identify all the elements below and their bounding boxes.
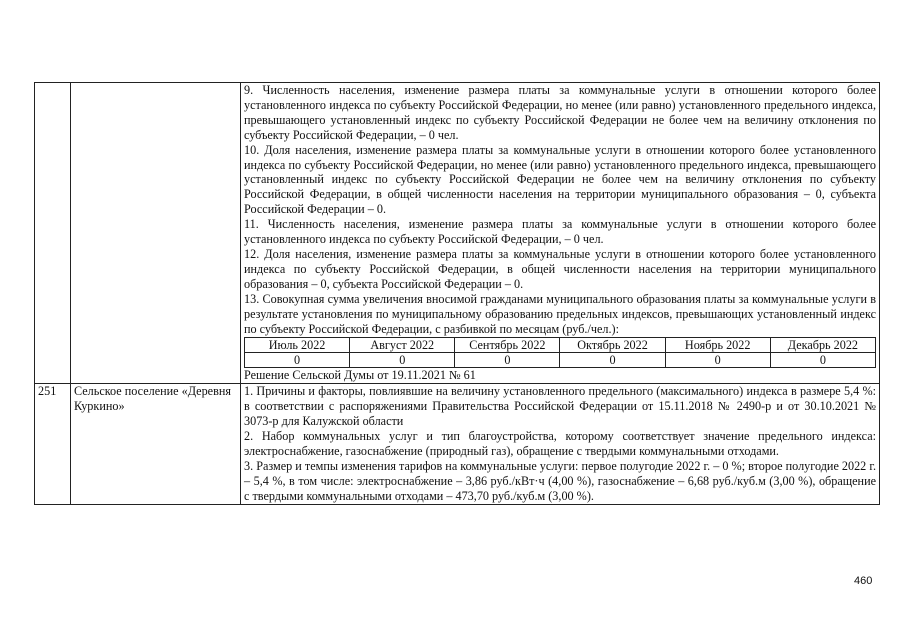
table-row	[35, 384, 880, 504]
month-value: 0	[455, 353, 560, 368]
item-2: 2. Набор коммунальных услуг и тип благоустройства, которому соответствует значение предельного индекса: электроснабжение, газоснабжение (природный газ), обращение с твердыми коммунальными отходами.	[244, 429, 876, 458]
month-value: 0	[560, 353, 665, 368]
month-header: Октябрь 2022	[560, 338, 665, 353]
month-header: Сентябрь 2022	[455, 338, 560, 353]
name-cell	[71, 83, 241, 384]
item-1: 1. Причины и факторы, повлиявшие на величину установленного предельного (максимального) индекса в размере 5,4 %: в соответствии с распоряжениями Правительства Российской Федерации от 15.11.2018 № 2490-р и от 30.10.2021 № 3073-р для Калужской области	[244, 384, 876, 429]
months-header-row	[245, 338, 876, 353]
monthly-table	[244, 337, 876, 368]
item-13: 13. Совокупная сумма увеличения вносимой гражданами муниципального образования платы за коммунальные услуги в результате установления по муниципальному образованию предельных индексов, превышающих установленный индекс по субъекту Российской Федерации, с разбивкой по месяцам (руб./чел.):	[244, 291, 876, 336]
item-3: 3. Размер и темпы изменения тарифов на коммунальные услуги: первое полугодие 2022 г. – 0 %; второе полугодие 2022 г. – 5,4 %, в том числе: электроснабжение – 3,86 руб./кВт·ч (4,00 %), газоснабжение – 6,68 руб./куб.м (3,00 %), обращение с твердыми коммунальными отходами – 473,70 руб./куб.м (3,00 %).	[244, 458, 876, 503]
table-row	[35, 83, 880, 384]
content-cell	[241, 384, 880, 504]
month-header: Ноябрь 2022	[665, 338, 770, 353]
decision-reference: Решение Сельской Думы от 19.11.2021 № 61	[244, 368, 476, 383]
month-value: 0	[770, 353, 875, 368]
month-header: Декабрь 2022	[770, 338, 875, 353]
item-12: 12. Доля населения, изменение размера платы за коммунальные услуги в отношении которого более установленного индекса по субъекту Российской Федерации, в общей численности населения на территории муниципального образования – 0, субъекта Российской Федерации – 0.	[244, 246, 876, 291]
month-header: Июль 2022	[245, 338, 350, 353]
month-value: 0	[350, 353, 455, 368]
month-header: Август 2022	[350, 338, 455, 353]
month-value: 0	[665, 353, 770, 368]
item-11: 11. Численность населения, изменение размера платы за коммунальные услуги в отношении которого более установленного индекса по субъекту Российской Федерации, – 0 чел.	[244, 217, 876, 247]
item-10: 10. Доля населения, изменение размера платы за коммунальные услуги в отношении которого более установленного индекса по субъекту Российской Федерации, но менее (или равно) установленного предельного индекса, превышающего установленный индекс по субъекту Российской Федерации не более чем на величину отклонения по субъекту Российской Федерации, в общей численности населения на территории муниципального образования – 0, субъекта Российской Федерации – 0.	[244, 142, 876, 217]
number-cell	[35, 83, 71, 384]
months-value-row	[245, 353, 876, 368]
settlement-name: Сельское поселение «Деревня Куркино»	[71, 384, 241, 504]
month-value: 0	[245, 353, 350, 368]
report-table	[34, 82, 880, 505]
content-cell	[241, 83, 880, 384]
page-number: 460	[854, 575, 873, 587]
row-number: 251	[35, 384, 71, 504]
item-9: 9. Численность населения, изменение размера платы за коммунальные услуги в отношении которого более установленного индекса по субъекту Российской Федерации, но менее (или равно) установленного предельного индекса, превышающего установленный индекс по субъекту Российской Федерации не более чем на величину отклонения по субъекту Российской Федерации, – 0 чел.	[244, 83, 876, 142]
